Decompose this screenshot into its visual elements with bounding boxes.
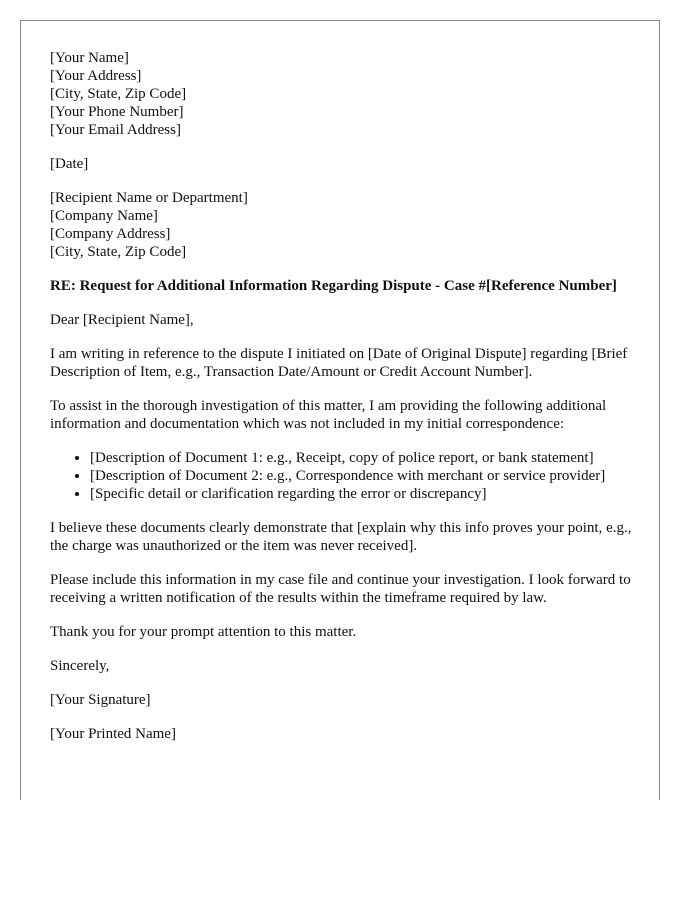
recipient-company: [Company Name] — [50, 208, 158, 224]
paragraph-believe: I believe these documents clearly demonstrate that [explain why this info proves your point, e.g., the charge was unauthorized or the item was never received]. — [50, 520, 632, 554]
documents-list — [50, 449, 642, 503]
closing: Sincerely, — [50, 658, 110, 674]
paragraph-assist: To assist in the thorough investigation of this matter, I am providing the following additional information and documentation which was not included in my initial correspondence: — [50, 398, 607, 432]
letter-page — [20, 20, 660, 800]
recipient-name: [Recipient Name or Department] — [50, 190, 248, 206]
recipient-address: [Company Address] — [50, 226, 171, 242]
signature-line: [Your Signature] — [50, 692, 151, 708]
salutation: Dear [Recipient Name], — [50, 312, 194, 328]
subject-line: RE: Request for Additional Information Regarding Dispute - Case #[Reference Number] — [50, 278, 617, 294]
sender-email: [Your Email Address] — [50, 122, 181, 138]
paragraph-include: Please include this information in my case file and continue your investigation. I look forward to receiving a written notification of the results within the timeframe required by law. — [50, 572, 631, 606]
list-item: • [Description of Document 2: e.g., Correspondence with merchant or service provider] — [90, 467, 642, 485]
letter-body — [50, 49, 642, 759]
paragraph-thanks: Thank you for your prompt attention to this matter. — [50, 624, 357, 640]
sender-name: [Your Name] — [50, 50, 129, 66]
sender-address: [Your Address] — [50, 68, 142, 84]
list-item: • [Description of Document 1: e.g., Receipt, copy of police report, or bank statement] — [90, 449, 642, 467]
date-line: [Date] — [50, 156, 89, 172]
recipient-city-state-zip: [City, State, Zip Code] — [50, 244, 187, 260]
recipient-block — [50, 189, 642, 261]
sender-block — [50, 49, 642, 139]
printed-name-line: [Your Printed Name] — [50, 726, 176, 742]
sender-phone: [Your Phone Number] — [50, 104, 184, 120]
list-item: • [Specific detail or clarification regarding the error or discrepancy] — [90, 485, 642, 503]
paragraph-intro: I am writing in reference to the dispute I initiated on [Date of Original Dispute] regarding [Brief Description of Item, e.g., Transaction Date/Amount or Credit Account Number]. — [50, 346, 628, 380]
sender-city-state-zip: [City, State, Zip Code] — [50, 86, 187, 102]
